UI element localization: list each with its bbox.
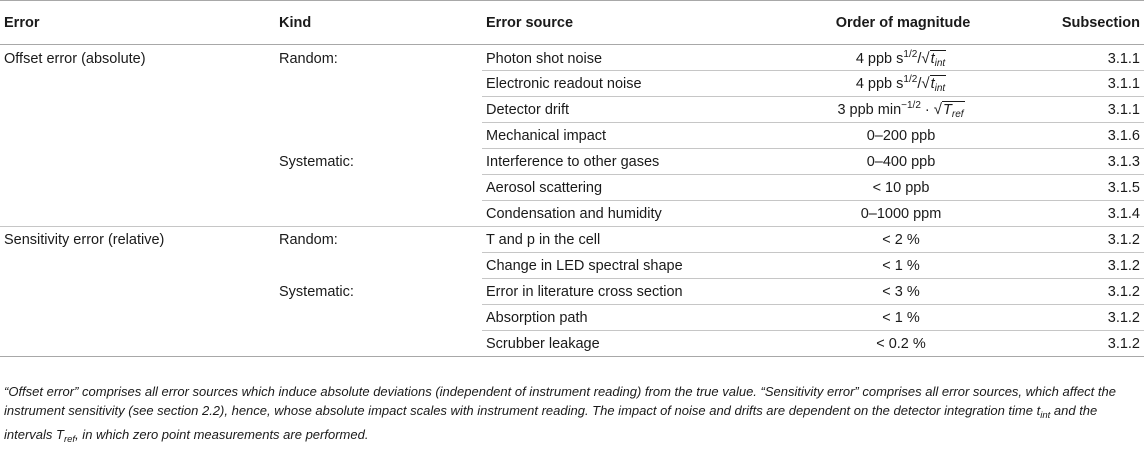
error-kind <box>275 253 482 279</box>
error-source: Change in LED spectral shape <box>482 253 770 279</box>
error-category: Sensitivity error (relative) <box>4 231 165 248</box>
footnote-interval-variable: T <box>56 427 64 442</box>
subsection: 3.1.5 <box>1032 175 1144 201</box>
error-category <box>0 201 275 227</box>
error-kind: Random: <box>279 50 338 67</box>
table-row <box>0 45 1144 71</box>
table-row <box>0 97 1144 123</box>
error-category <box>0 305 275 331</box>
order-of-magnitude: < 1 % <box>770 253 1032 279</box>
square-root: $√t_{int}$ <box>921 74 946 94</box>
header-subsection: Subsection <box>1032 1 1144 45</box>
time-variable: t <box>930 50 935 67</box>
order-of-magnitude: 4 ppb $s^{1/2}/√t_{int}$ <box>770 45 1032 71</box>
time-variable: t <box>930 75 935 92</box>
time-subscript: int <box>934 82 946 94</box>
header-order-of-magnitude: Order of magnitude <box>770 1 1032 45</box>
error-source: Interference to other gases <box>482 149 770 175</box>
magnitude-prefix: 4 ppb s <box>855 50 904 67</box>
table-row <box>0 201 1144 227</box>
table-footnote <box>4 382 1140 449</box>
error-category <box>0 175 275 201</box>
error-kind: Random: <box>279 231 338 248</box>
magnitude-exponent: −1/2 <box>901 99 921 111</box>
order-of-magnitude: 0–200 ppb <box>770 123 1032 149</box>
error-source: Error in literature cross section <box>482 279 770 305</box>
subsection: 3.1.3 <box>1032 149 1144 175</box>
error-kind <box>275 123 482 149</box>
square-root: $√t_{int}$ <box>921 49 946 69</box>
header-kind: Kind <box>275 1 482 45</box>
order-of-magnitude: 0–400 ppb <box>770 149 1032 175</box>
error-kind: Systematic: <box>279 283 354 300</box>
magnitude-prefix: 3 ppb min <box>837 101 902 118</box>
subsection: 3.1.4 <box>1032 201 1144 227</box>
footnote-interval-subscript: ref <box>63 434 76 445</box>
error-source: Photon shot noise <box>482 45 770 71</box>
footnote-time-subscript: int <box>1040 410 1051 421</box>
error-source: Detector drift <box>482 97 770 123</box>
error-kind <box>275 201 482 227</box>
error-source: Electronic readout noise <box>482 71 770 97</box>
error-kind <box>275 331 482 357</box>
error-category: Offset error (absolute) <box>4 50 146 67</box>
order-of-magnitude: 0–1000 ppm <box>770 201 1032 227</box>
table-row <box>0 71 1144 97</box>
table-header-row <box>0 1 1144 45</box>
error-kind <box>275 71 482 97</box>
error-source: Mechanical impact <box>482 123 770 149</box>
footnote-time-variable: t <box>1036 403 1041 418</box>
error-category <box>0 279 275 305</box>
order-of-magnitude: < 1 % <box>770 305 1032 331</box>
footnote-text-middle: and the intervals <box>4 403 1098 442</box>
header-error: Error <box>0 1 275 45</box>
error-kind <box>275 97 482 123</box>
error-source: Absorption path <box>482 305 770 331</box>
subsection: 3.1.6 <box>1032 123 1144 149</box>
error-category <box>0 253 275 279</box>
subsection: 3.1.2 <box>1032 227 1144 253</box>
subsection: 3.1.1 <box>1032 71 1144 97</box>
table-row <box>0 123 1144 149</box>
order-of-magnitude: < 10 ppb <box>770 175 1032 201</box>
error-source: T and p in the cell <box>482 227 770 253</box>
error-source: Scrubber leakage <box>482 331 770 357</box>
order-of-magnitude: < 3 % <box>770 279 1032 305</box>
interval-subscript: ref <box>951 108 964 120</box>
interval-variable: T <box>943 101 952 118</box>
table-row <box>0 227 1144 253</box>
subsection: 3.1.2 <box>1032 253 1144 279</box>
table-row <box>0 305 1144 331</box>
table-row <box>0 175 1144 201</box>
magnitude-exponent: 1/2 <box>903 48 918 60</box>
table-row <box>0 149 1144 175</box>
error-category <box>0 149 275 175</box>
error-category <box>0 331 275 357</box>
table-row <box>0 253 1144 279</box>
order-of-magnitude: 3 ppb $\min^{-1/2} \cdot √T_{ref}$ <box>770 97 1032 123</box>
error-category <box>0 123 275 149</box>
order-of-magnitude: < 0.2 % <box>770 331 1032 357</box>
table-row <box>0 331 1144 357</box>
error-kind: Systematic: <box>279 153 354 170</box>
table-row <box>0 279 1144 305</box>
error-category <box>0 71 275 97</box>
subsection: 3.1.2 <box>1032 331 1144 357</box>
error-category <box>0 97 275 123</box>
time-subscript: int <box>934 57 946 69</box>
footnote-text: “Offset error” comprises all error sources which induce absolute deviations (independent of instrument reading) from the true value. “Sensitivity error” comprises all error sources, which affect the instrument sensitivity (see section 2.2), hence, whose absolute impact scales with instrument reading. The impact of noise and drifts are dependent on the detector integration time <box>4 384 1116 418</box>
error-source: Condensation and humidity <box>482 201 770 227</box>
square-root: $√T_{ref}$ <box>933 100 964 120</box>
magnitude-exponent: 1/2 <box>903 73 918 85</box>
subsection: 3.1.2 <box>1032 305 1144 331</box>
error-kind <box>275 305 482 331</box>
header-error-source: Error source <box>482 1 770 45</box>
magnitude-prefix: 4 ppb s <box>855 75 904 92</box>
subsection: 3.1.2 <box>1032 279 1144 305</box>
footnote-text-end: , in which zero point measurements are performed. <box>75 427 369 442</box>
order-of-magnitude: < 2 % <box>770 227 1032 253</box>
error-kind <box>275 175 482 201</box>
subsection: 3.1.1 <box>1032 45 1144 71</box>
order-of-magnitude: 4 ppb $s^{1/2}/√t_{int}$ <box>770 71 1032 97</box>
error-source: Aerosol scattering <box>482 175 770 201</box>
subsection: 3.1.1 <box>1032 97 1144 123</box>
